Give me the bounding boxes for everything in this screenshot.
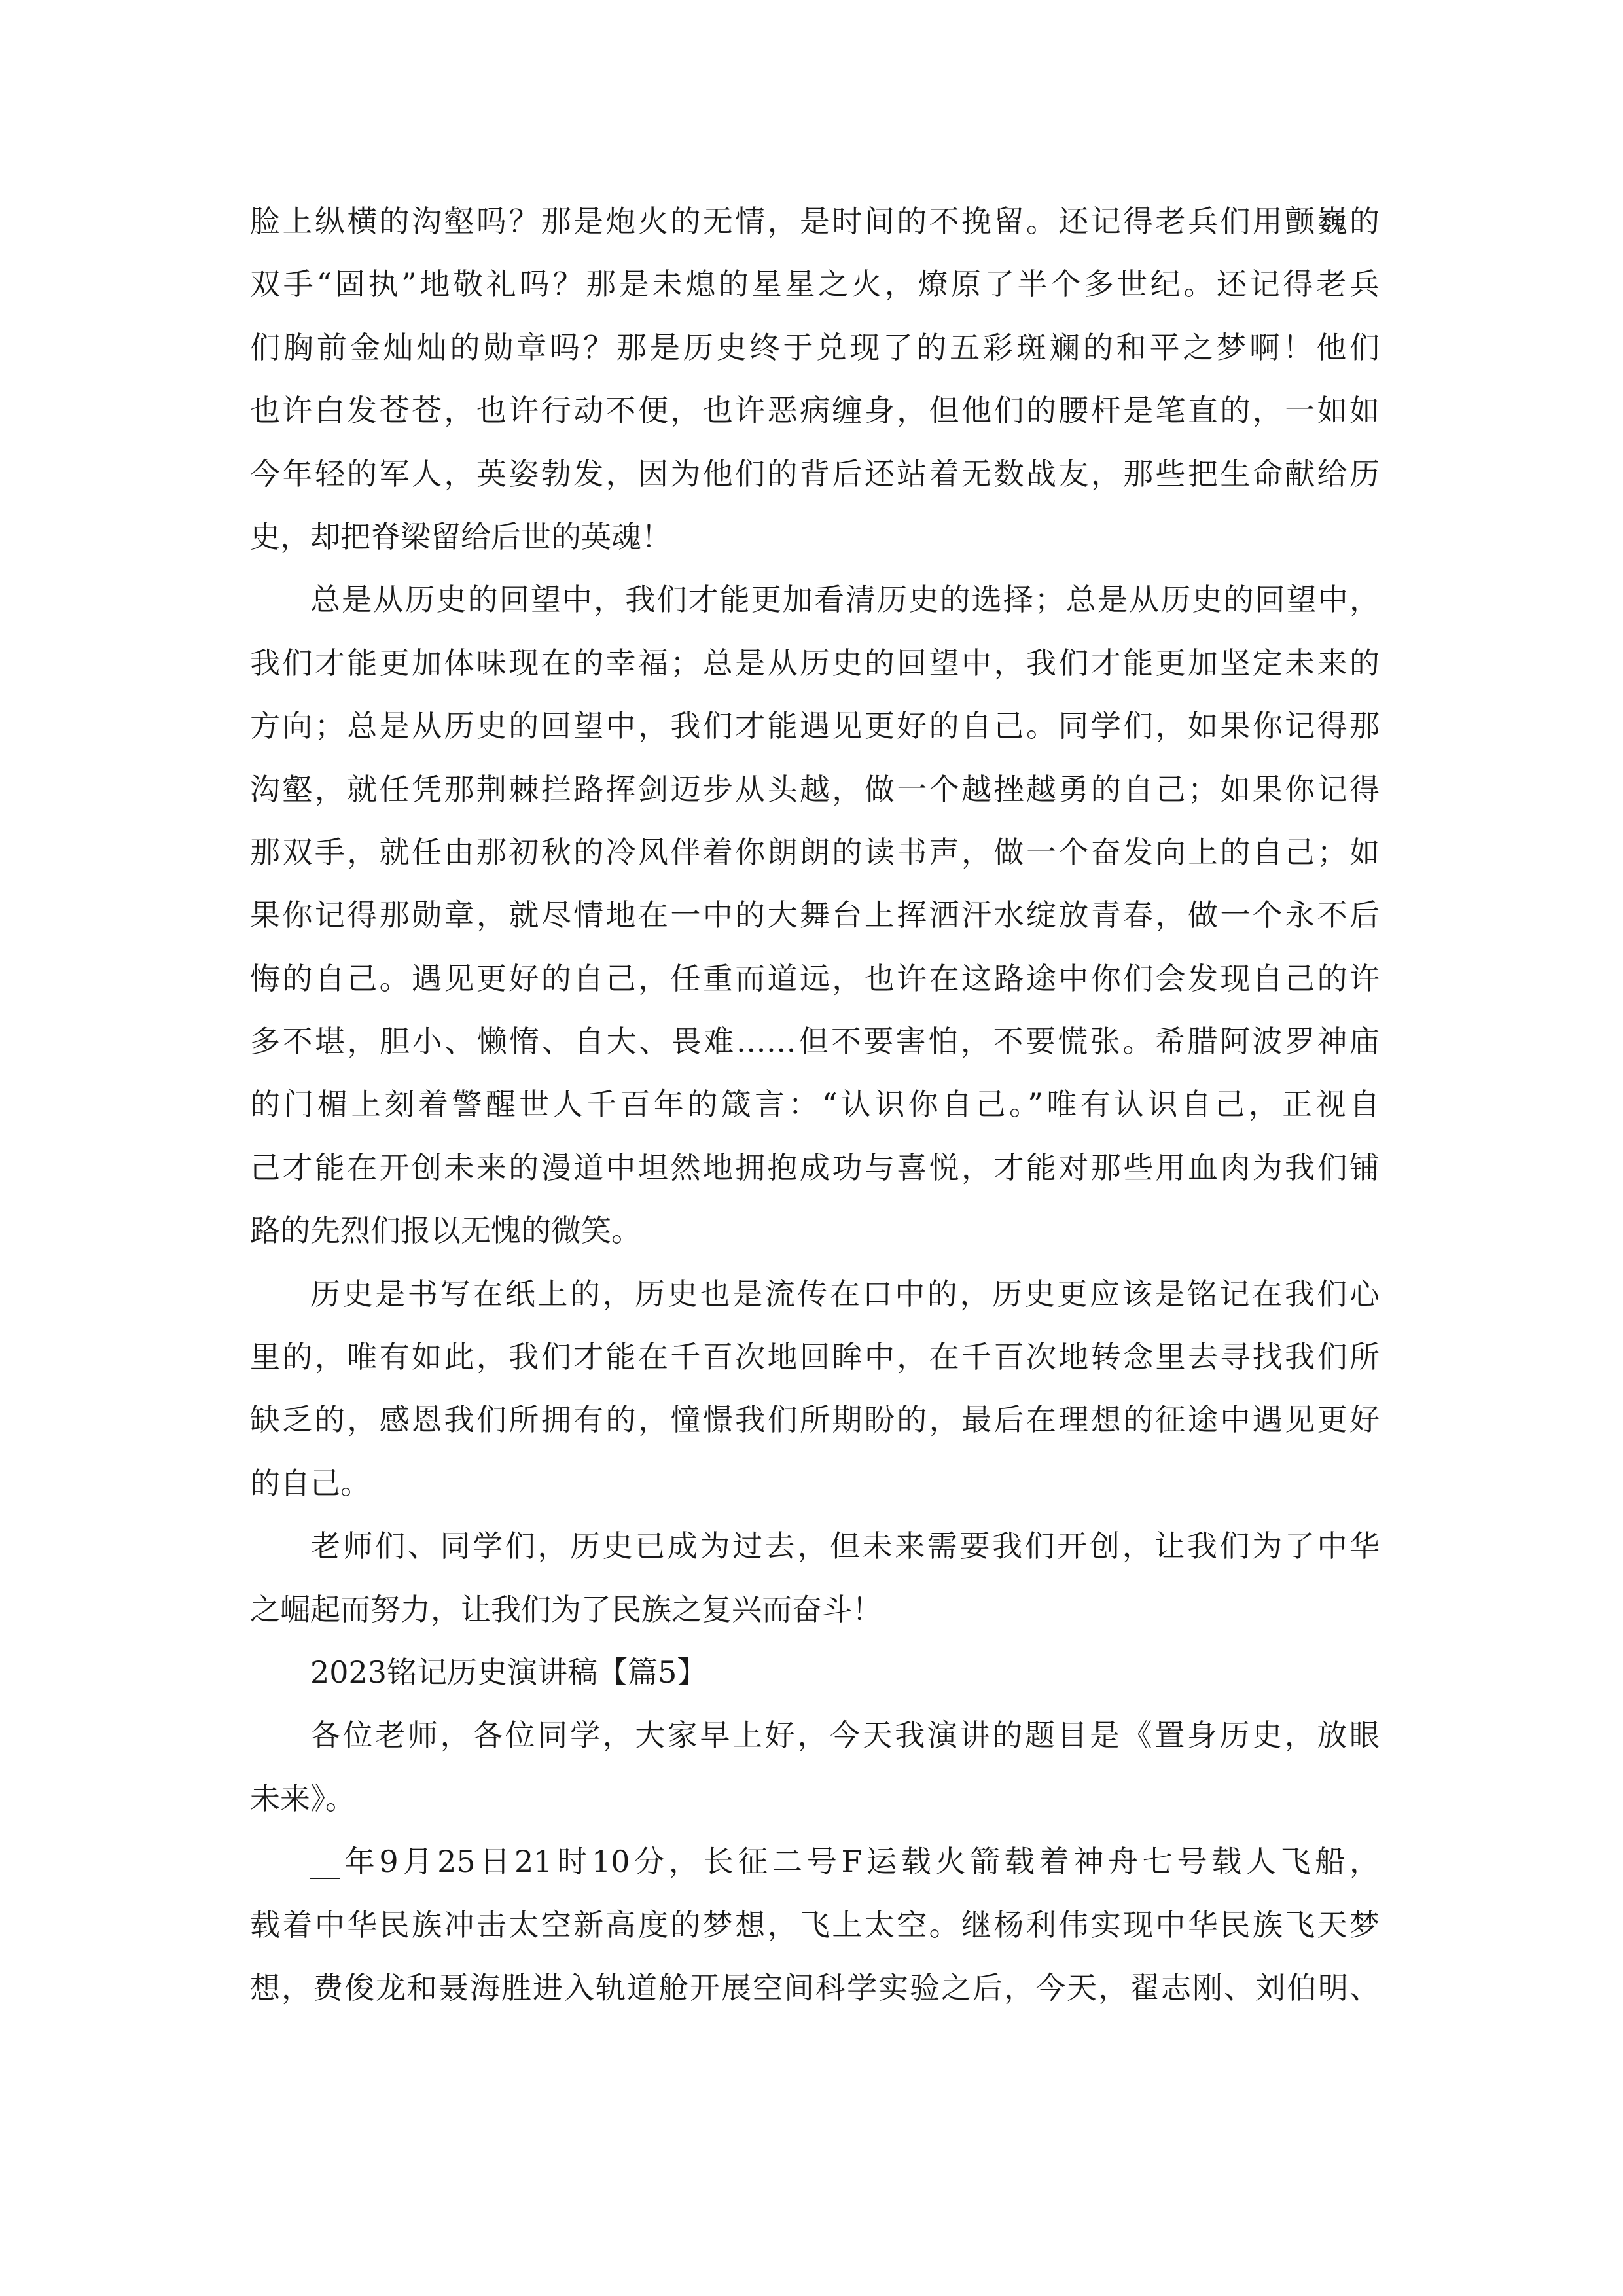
text-line: 脸上纵横的沟壑吗？那是炮火的无情，是时间的不挽留。还记得老兵们用颤巍的	[250, 204, 1380, 239]
text-line: 沟壑，就任凭那荆棘拦路挥剑迈步从头越，做一个越挫越勇的自己；如果你记得	[250, 771, 1380, 807]
text-line: 之崛起而努力，让我们为了民族之复兴而奋斗！	[250, 1591, 882, 1627]
text-line: 总是从历史的回望中，我们才能更加看清历史的选择；总是从历史的回望中，	[310, 582, 1380, 618]
text-line: 老师们、同学们，历史已成为过去，但未来需要我们开创，让我们为了中华	[310, 1528, 1380, 1564]
text-line: 我们才能更加体味现在的幸福；总是从历史的回望中，我们才能更加坚定未来的	[250, 645, 1380, 681]
text-line: 多不堪，胆小、懒惰、自大、畏难……但不要害怕，不要慌张。希腊阿波罗神庙	[250, 1024, 1380, 1060]
text-line: 悔的自己。遇见更好的自己，任重而道远，也许在这路途中你们会发现自己的许	[250, 960, 1380, 996]
text-line: 的自己。	[250, 1465, 370, 1501]
text-line: 载着中华民族冲击太空新高度的梦想，飞上太空。继杨利伟实现中华民族飞天梦	[250, 1907, 1380, 1943]
text-line: 史，却把脊梁留给后世的英魂！	[250, 518, 671, 554]
text-line: 果你记得那勋章，就尽情地在一中的大舞台上挥洒汗水绽放青春，做一个永不后	[250, 897, 1380, 933]
text-line: 里的，唯有如此，我们才能在千百次地回眸中，在千百次地转念里去寻找我们所	[250, 1339, 1380, 1375]
text-line: 的门楣上刻着警醒世人千百年的箴言：“认识你自己。”唯有认识自己，正视自	[250, 1086, 1380, 1122]
text-line: 未来》。	[250, 1780, 355, 1816]
text-line: 路的先烈们报以无愧的微笑。	[250, 1213, 641, 1249]
text-line: 缺乏的，感恩我们所拥有的，憧憬我们所期盼的，最后在理想的征途中遇见更好	[250, 1402, 1380, 1438]
text-line: 们胸前金灿灿的勋章吗？那是历史终于兑现了的五彩斑斓的和平之梦啊！他们	[250, 329, 1380, 365]
text-line: 双手“固执”地敬礼吗？那是未熄的星星之火，燎原了半个多世纪。还记得老兵	[250, 266, 1380, 302]
text-line: 也许白发苍苍，也许行动不便，也许恶病缠身，但他们的腰杆是笔直的，一如如	[250, 393, 1380, 429]
text-line: 己才能在开创未来的漫道中坦然地拥抱成功与喜悦，才能对那些用血肉为我们铺	[250, 1149, 1380, 1185]
text-line: 各位老师，各位同学，大家早上好，今天我演讲的题目是《置身历史，放眼	[310, 1717, 1380, 1753]
text-line: __年9月25日21时10分，长征二号F运载火箭载着神舟七号载人飞船，	[310, 1844, 1380, 1880]
text-line: 那双手，就任由那初秋的冷风伴着你朗朗的读书声，做一个奋发向上的自己；如	[250, 834, 1380, 870]
text-line: 想，费俊龙和聂海胜进入轨道舱开展空间科学实验之后，今天，翟志刚、刘伯明、	[250, 1969, 1380, 2005]
text-line: 历史是书写在纸上的，历史也是流传在口中的，历史更应该是铭记在我们心	[310, 1276, 1380, 1312]
text-line: 方向；总是从历史的回望中，我们才能遇见更好的自己。同学们，如果你记得那	[250, 708, 1380, 744]
text-line: 2023铭记历史演讲稿【篇5】	[310, 1654, 707, 1690]
body-text	[250, 190, 1380, 2019]
text-line: 今年轻的军人，英姿勃发，因为他们的背后还站着无数战友，那些把生命献给历	[250, 456, 1380, 492]
